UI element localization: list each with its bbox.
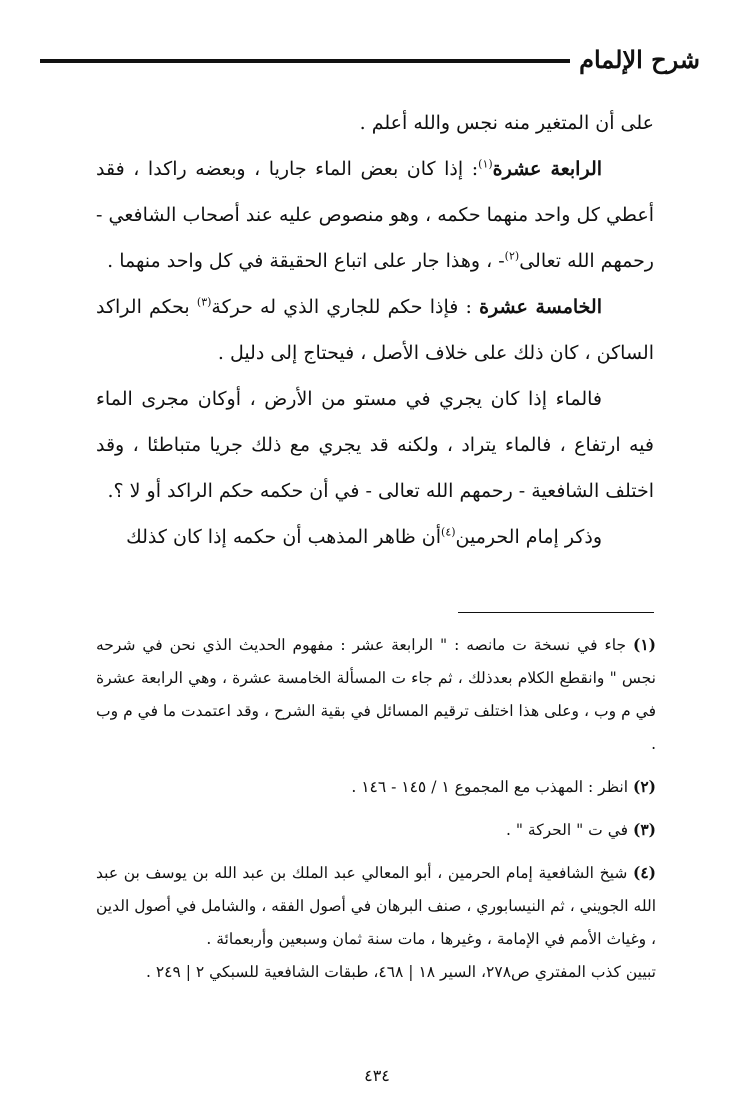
section-heading-14: الرابعة عشرة: [492, 158, 603, 180]
footnotes: [96, 628, 656, 989]
main-text: [96, 100, 654, 560]
paragraph-5-text: وذكر إمام الحرمين: [455, 526, 602, 548]
header-rule: [40, 59, 570, 63]
footnote-divider: [458, 612, 654, 613]
footnote-number: (٤): [632, 863, 656, 882]
footnote-text: شيخ الشافعية إمام الحرمين ، أبو المعالي عبد الملك بن عبد الله بن يوسف بن عبد الله الجويني ، ثم النيسابوري ، صنف البرهان في أصول الفقه ، والشامل في أصول الدين ، وغياث الأمم في الإمامة ، وغيرها ، مات سنة ثمان وسبعين وأربعمائة .: [96, 864, 656, 948]
footnote-text: انظر : المهذب مع المجموع ١ / ١٤٥ - ١٤٦ .: [351, 778, 629, 796]
footnote-ref-4[interactable]: (٤): [441, 525, 456, 539]
footnote-number: (٢): [632, 777, 656, 796]
footnote-ref-2[interactable]: (٢): [504, 249, 520, 263]
paragraph-3-text: : فإذا حكم للجاري الذي له حركة: [211, 296, 472, 318]
footnote-number: (٣): [632, 820, 656, 839]
footnote-4-sources: تبيين كذب المفتري ص٢٧٨، السير ١٨ | ٤٦٨، طبقات الشافعية للسبكي ٢ | ٢٤٩ .: [145, 963, 656, 981]
page-number: ٤٣٤: [364, 1066, 390, 1085]
footnote-text: جاء في نسخة ت مانصه : " الرابعة عشر : مفهوم الحديث الذي نحن في شرحه نجس " وانقطع الكلام بعدذلك ، ثم جاء ت المسألة الخامسة عشرة ، وهي الرابعة عشرة في م وب ، وعلى هذا اختلف ترقيم المسائل في بقية الشرح ، وقد اعتمدت ما في م وب .: [96, 636, 656, 753]
footnote-number: (١): [632, 635, 656, 654]
footnote-ref-1[interactable]: (١): [478, 157, 493, 171]
paragraph-5-text2: أن ظاهر المذهب أن حكمه إذا كان كذلك: [126, 526, 442, 548]
header-title: شرح الإلمام: [579, 45, 700, 74]
paragraph-3-text2: بحكم الراكد الساكن ، كان ذلك على خلاف الأصل ، فيحتاج إلى دليل .: [96, 296, 654, 364]
paragraph-5: [96, 514, 654, 560]
footnote-4: [96, 856, 656, 956]
footnote-3: [96, 813, 656, 847]
running-header: [40, 45, 700, 95]
paragraph-3: [96, 284, 654, 376]
paragraph-1: على أن المتغير منه نجس والله أعلم .: [359, 112, 654, 134]
paragraph-2-text: : إذا كان بعض الماء جاريا ، وبعضه راكدا ، فقد أعطي كل واحد منهما حكمه ، وهو منصوص عليه عند أصحاب الشافعي - رحمهم الله تعالى: [96, 158, 654, 272]
footnote-2: [96, 770, 656, 804]
footnote-1: [96, 628, 656, 761]
footnote-text: في ت " الحركة " .: [506, 821, 629, 839]
paragraph-2: [96, 146, 654, 284]
paragraph-2-text2: - ، وهذا جار على اتباع الحقيقة في كل واحد منهما .: [107, 250, 505, 272]
section-heading-15: الخامسة عشرة: [479, 296, 602, 318]
footnote-ref-3[interactable]: (٣): [196, 295, 212, 309]
paragraph-4: فالماء إذا كان يجري في مستو من الأرض ، أوكان مجرى الماء فيه ارتفاع ، فالماء يتراد ، ولكنه قد يجري مع ذلك جريا متباطئا ، وقد اختلف الشافعية - رحمهم الله تعالى - في أن حكمه حكم الراكد أو لا ؟.: [96, 388, 654, 502]
